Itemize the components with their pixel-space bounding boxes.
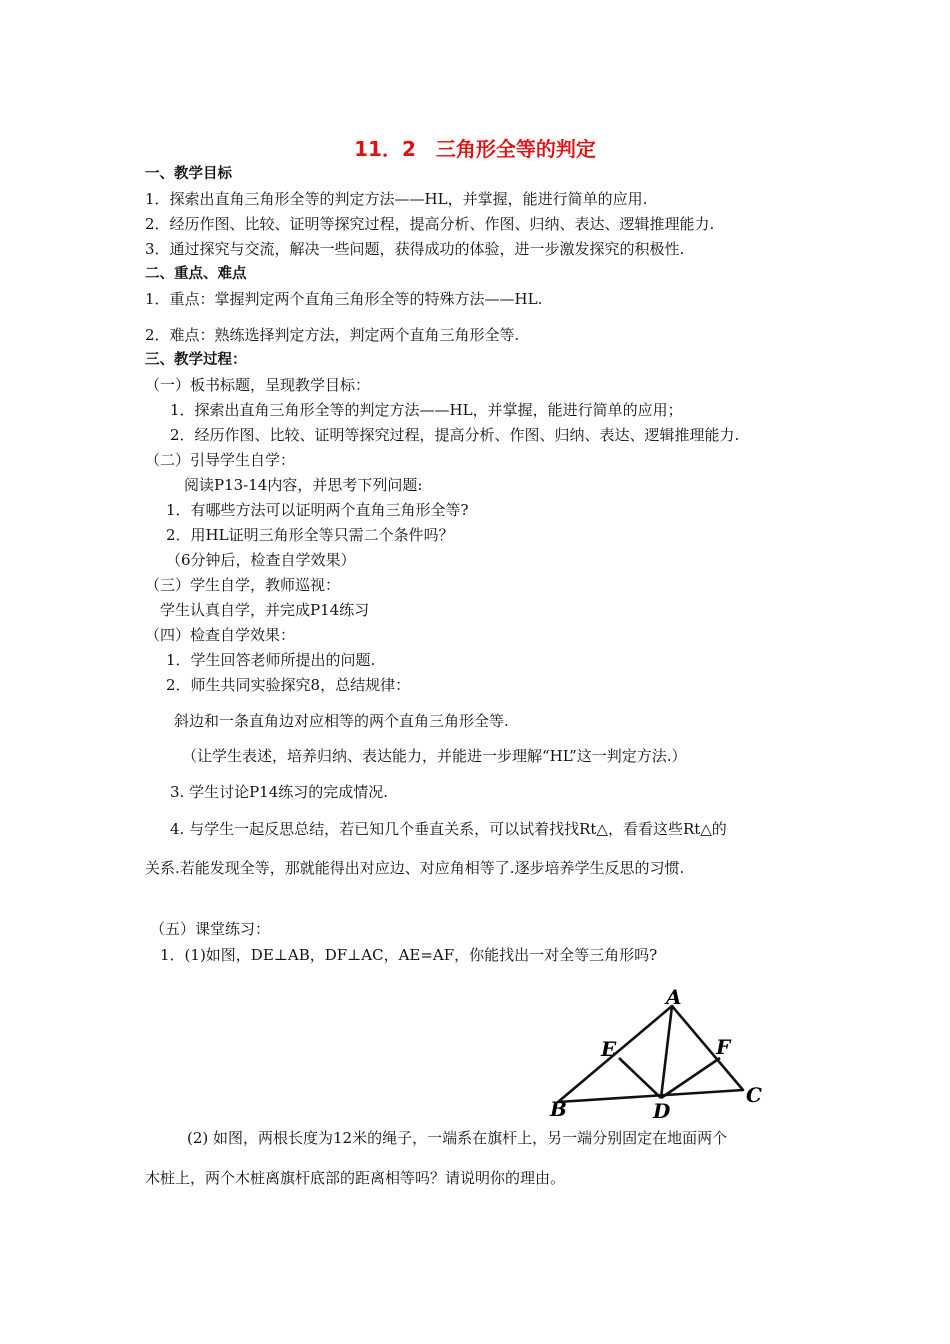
objective-item: 3．通过探究与交流，解决一些问题，获得成功的体验，进一步激发探究的积极性.	[145, 240, 685, 258]
step-heading: （二）引导学生自学：	[145, 451, 296, 469]
section-heading-keypoints: 二、重点、难点	[145, 266, 247, 282]
label-e: E	[601, 1037, 617, 1061]
step-heading: （三）学生自学，教师巡视：	[145, 576, 341, 594]
triangle-figure	[540, 982, 770, 1122]
step-item: 1．探索出直角三角形全等的判定方法——HL，并掌握，能进行简单的应用；	[170, 401, 683, 419]
objective-item: 2．经历作图、比较、证明等探究过程，提高分析、作图、归纳、表达、逻辑推理能力.	[145, 215, 715, 233]
label-f: F	[716, 1035, 731, 1059]
step-note: （6分钟后，检查自学效果）	[166, 551, 356, 569]
step-item: 2．师生共同实验探究8，总结规律：	[166, 676, 411, 694]
keypoint-item: 1．重点：掌握判定两个直角三角形全等的特殊方法——HL.	[145, 290, 543, 308]
label-a: A	[666, 985, 682, 1009]
step-heading: （一）板书标题，呈现教学目标：	[145, 376, 371, 394]
segment-ad	[661, 1006, 672, 1098]
step-text: 阅读P13-14内容，并思考下列问题:	[184, 476, 423, 494]
step-item: 4. 与学生一起反思总结，若已知几个垂直关系，可以试着找找Rt△，看看这些Rt△的	[170, 820, 727, 838]
exercise-item: 1．(1)如图，DE⊥AB，DF⊥AC，AE=AF，你能找出一对全等三角形吗?	[160, 946, 658, 964]
label-b: B	[550, 1097, 567, 1121]
objective-item: 1．探索出直角三角形全等的判定方法——HL，并掌握，能进行简单的应用.	[145, 190, 648, 208]
section-heading-process: 三、教学过程：	[145, 352, 247, 368]
step-item: 1．学生回答老师所提出的问题.	[166, 651, 376, 669]
question-item: 1．有哪些方法可以证明两个直角三角形全等?	[166, 501, 469, 519]
step-item-continued: 关系.若能发现全等，那就能得出对应边、对应角相等了.逐步培养学生反思的习惯.	[145, 859, 685, 877]
question-item: 2．用HL证明三角形全等只需二个条件吗？	[166, 526, 454, 544]
exercise-item: (2) 如图，两根长度为12米的绳子，一端系在旗杆上，另一端分别固定在地面两个	[187, 1129, 728, 1147]
label-c: C	[746, 1083, 762, 1107]
label-d: D	[653, 1099, 671, 1122]
keypoint-item: 2．难点：熟练选择判定方法，判定两个直角三角形全等.	[145, 326, 520, 344]
step-heading: （四）检查自学效果：	[145, 626, 296, 644]
exercise-item-continued: 木桩上，两个木桩离旗杆底部的距离相等吗？请说明你的理由。	[145, 1169, 566, 1187]
step-note: （让学生表述，培养归纳、表达能力，并能进一步理解“HL”这一判定方法.）	[182, 747, 687, 765]
step-item: 3. 学生讨论P14练习的完成情况.	[170, 783, 389, 801]
rule-statement: 斜边和一条直角边对应相等的两个直角三角形全等.	[174, 712, 509, 730]
step-item: 2．经历作图、比较、证明等探究过程，提高分析、作图、归纳、表达、逻辑推理能力.	[170, 426, 740, 444]
page-title: 11．2 三角形全等的判定	[354, 137, 596, 161]
section-heading-objectives: 一、教学目标	[145, 166, 232, 182]
segment-de	[619, 1058, 661, 1098]
step-text: 学生认真自学，并完成P14练习	[160, 601, 370, 619]
step-heading: （五）课堂练习：	[150, 920, 271, 938]
